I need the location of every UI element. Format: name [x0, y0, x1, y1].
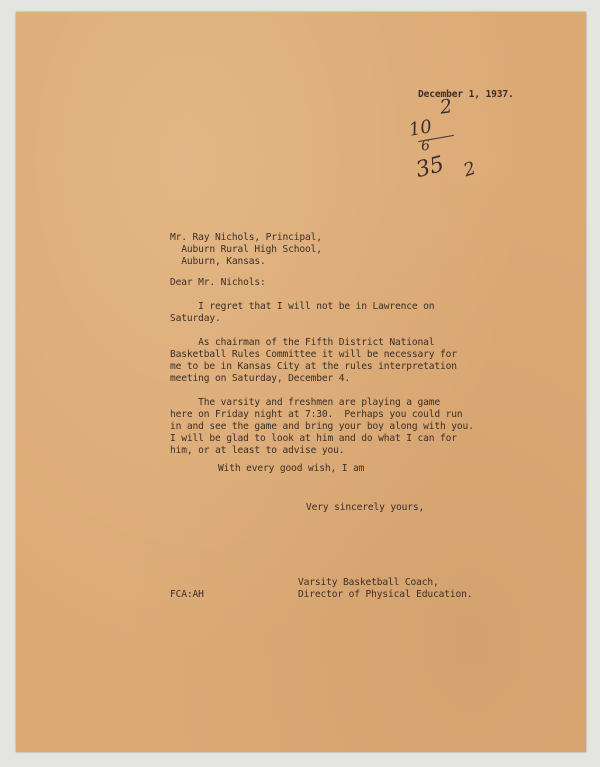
signature-title-line: Director of Physical Education.: [298, 589, 473, 600]
paragraph-line: As chairman of the Fifth District National: [170, 337, 435, 348]
paragraph-line: him, or at least to advise you.: [170, 445, 345, 456]
paragraph-line: Basketball Rules Committee it will be necessary for: [170, 349, 457, 360]
paragraph-line: The varsity and freshmen are playing a game: [170, 397, 441, 408]
signature-block: [298, 577, 472, 601]
paragraph-line: I regret that I will not be in Lawrence on: [170, 301, 435, 312]
letter-date: December 1, 1937.: [418, 89, 514, 100]
paragraph-line: I will be glad to look at him and do what I can for: [170, 433, 457, 444]
typist-initials: FCA:AH: [170, 589, 204, 600]
paragraph-1: [170, 301, 434, 325]
paragraph-2: [170, 337, 457, 385]
recipient-address: [170, 232, 322, 268]
salutation: Dear Mr. Nichols:: [170, 277, 266, 288]
address-line: Mr. Ray Nichols, Principal,: [170, 232, 322, 243]
handwritten-note-35: 35: [413, 151, 447, 184]
handwritten-note-6: 6: [420, 137, 431, 155]
address-line: Auburn, Kansas.: [170, 256, 266, 267]
handwritten-note-2b: 2: [461, 157, 479, 182]
paragraph-line: Saturday.: [170, 313, 221, 324]
signature-title-line: Varsity Basketball Coach,: [298, 577, 439, 588]
paragraph-line: meeting on Saturday, December 4.: [170, 373, 351, 384]
paragraph-line: me to be in Kansas City at the rules interpretation: [170, 361, 457, 372]
closing-wish: With every good wish, I am: [218, 463, 365, 474]
paragraph-line: here on Friday night at 7:30. Perhaps you could run: [170, 409, 463, 420]
letter-page: [16, 12, 586, 752]
handwritten-note-10: 10: [407, 116, 434, 141]
paragraph-3: [170, 397, 474, 457]
handwritten-note-2: 2: [438, 95, 454, 119]
complimentary-close: Very sincerely yours,: [306, 502, 425, 513]
address-line: Auburn Rural High School,: [170, 244, 322, 255]
paragraph-line: in and see the game and bring your boy along with you.: [170, 421, 474, 432]
